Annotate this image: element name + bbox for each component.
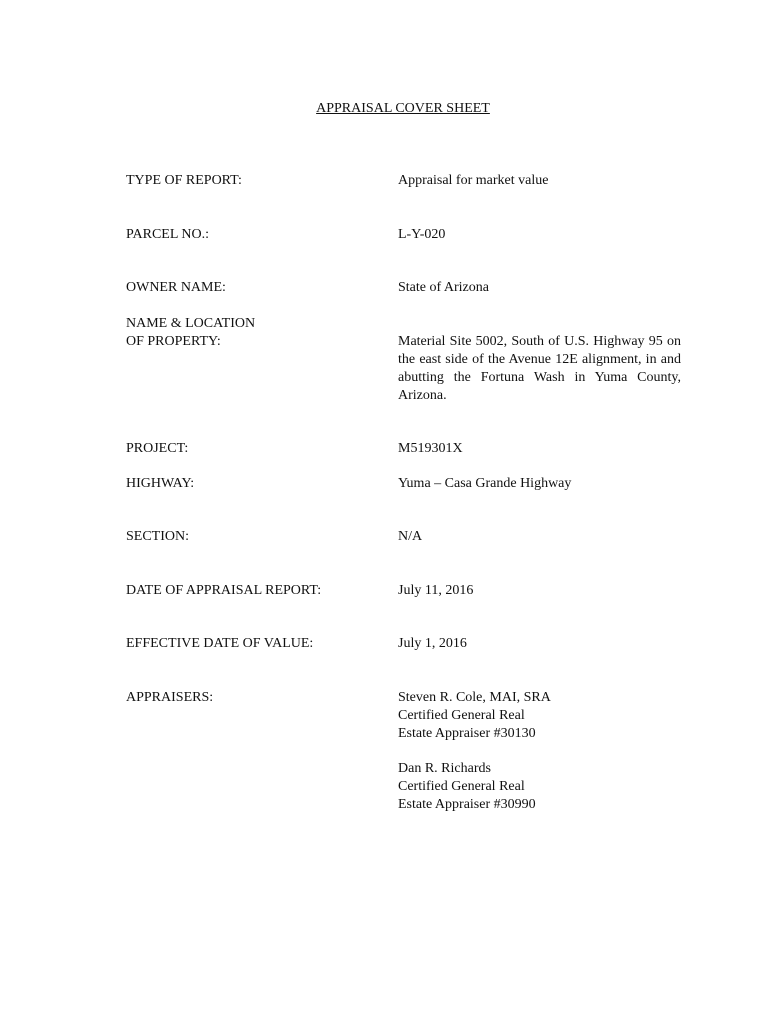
report-date-value: July 11, 2016 (398, 583, 474, 598)
type-of-report-label: TYPE OF REPORT: (126, 173, 242, 188)
property-location-label-line2: OF PROPERTY: (126, 334, 221, 349)
effective-date-value: July 1, 2016 (398, 636, 467, 651)
effective-date-label: EFFECTIVE DATE OF VALUE: (126, 636, 314, 651)
appraiser-1-name: Steven R. Cole, MAI, SRA (398, 690, 551, 705)
parcel-no-label: PARCEL NO.: (126, 227, 209, 242)
property-location-label (126, 315, 386, 351)
project-value: M519301X (398, 441, 463, 456)
owner-name-label: OWNER NAME: (126, 280, 226, 295)
page-title: APPRAISAL COVER SHEET (316, 101, 490, 116)
appraiser-1-cert-line1: Certified General Real (398, 708, 525, 723)
appraisers-label: APPRAISERS: (126, 690, 214, 705)
appraiser-1-cert-line2: Estate Appraiser #30130 (398, 726, 536, 741)
appraiser-2 (398, 760, 681, 814)
type-of-report-value: Appraisal for market value (398, 173, 549, 188)
report-date-label: DATE OF APPRAISAL REPORT: (126, 583, 322, 598)
section-value: N/A (398, 529, 423, 544)
appraiser-2-cert-line2: Estate Appraiser #30990 (398, 797, 536, 812)
appraiser-1 (398, 689, 681, 743)
property-location-label-line1: NAME & LOCATION (126, 316, 256, 331)
highway-label: HIGHWAY: (126, 476, 195, 491)
appraiser-2-name: Dan R. Richards (398, 761, 491, 776)
appraiser-2-cert-line1: Certified General Real (398, 779, 525, 794)
property-location-value: Material Site 5002, South of U.S. Highway 95 on the east side of the Avenue 12E alignment, in and abutting the Fortuna Wash in Yuma County, Arizona. (398, 334, 681, 403)
owner-name-value: State of Arizona (398, 280, 489, 295)
project-label: PROJECT: (126, 441, 189, 456)
parcel-no-value: L-Y-020 (398, 227, 446, 242)
section-label: SECTION: (126, 529, 189, 544)
highway-value: Yuma – Casa Grande Highway (398, 476, 572, 491)
